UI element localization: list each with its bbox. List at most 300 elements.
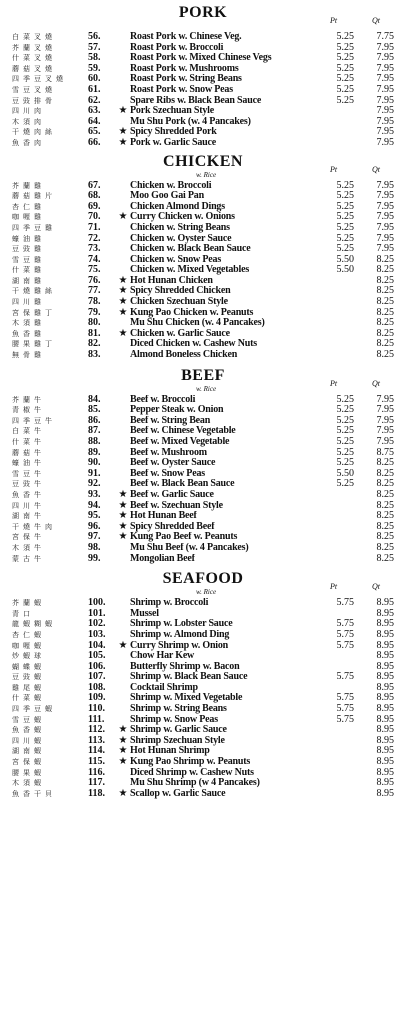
- item-number: 92.: [88, 478, 101, 490]
- star-icon: ★: [118, 274, 128, 286]
- chinese-dish-name: 四季豆蝦: [12, 705, 56, 714]
- chinese-dish-name: 青口: [12, 609, 34, 618]
- quart-price: 8.25: [376, 306, 394, 318]
- menu-item-row: [12, 265, 394, 276]
- dish-name: Roast Pork w. Mushrooms: [130, 63, 239, 74]
- dish-name: Spare Ribs w. Black Bean Sauce: [130, 95, 262, 106]
- dish-name: Almond Boneless Chicken: [130, 350, 238, 361]
- item-number: 65.: [88, 126, 101, 138]
- menu-item-row: [12, 127, 394, 138]
- pint-price: 5.75: [336, 618, 354, 630]
- section-pork: [12, 2, 394, 149]
- chinese-dish-name: 宮保蝦: [12, 758, 45, 767]
- quart-column-label: Qt: [372, 378, 380, 388]
- star-icon: ★: [118, 787, 128, 799]
- dish-name: Beef w. Chinese Vegetable: [130, 426, 236, 437]
- menu-item-row: [12, 117, 394, 128]
- menu-item-row: [12, 223, 394, 234]
- quart-price: 8.25: [376, 285, 394, 297]
- quart-price: 7.95: [376, 190, 394, 202]
- menu-item-row: [12, 736, 394, 747]
- dish-name: Shrimp w. Mixed Vegetable: [130, 693, 243, 704]
- menu-item-row: [12, 778, 394, 789]
- chinese-dish-name: 魚香雞: [12, 329, 45, 338]
- pint-price: 5.75: [336, 671, 354, 683]
- dish-name: Pork Szechuan Style: [130, 106, 214, 117]
- chinese-dish-name: 豆豉雞: [12, 245, 45, 254]
- item-number: 83.: [88, 349, 101, 361]
- dish-name: Kung Pao Beef w. Peanuts: [130, 532, 238, 543]
- item-number: 109.: [88, 692, 106, 704]
- chinese-dish-name: 蘑菇雞片: [12, 192, 56, 201]
- quart-price: 8.25: [376, 531, 394, 543]
- item-number: 103.: [88, 628, 106, 640]
- quart-price: 7.95: [376, 136, 394, 148]
- chinese-dish-name: 蘑菇叉燒: [12, 64, 56, 73]
- star-icon: ★: [118, 734, 128, 746]
- quart-price: 8.25: [376, 253, 394, 265]
- quart-price: 8.25: [376, 327, 394, 339]
- dish-name: Pork w. Garlic Sauce: [130, 137, 216, 148]
- item-number: 61.: [88, 83, 101, 95]
- chinese-dish-name: 杏仁雞: [12, 202, 45, 211]
- quart-price: 7.95: [376, 393, 394, 405]
- item-number: 98.: [88, 541, 101, 553]
- menu-item-row: [12, 746, 394, 757]
- dish-name: Spicy Shredded Pork: [130, 127, 217, 138]
- item-number: 100.: [88, 597, 106, 609]
- dish-name: Roast Pork w. Chinese Veg.: [130, 32, 242, 42]
- chinese-dish-name: 木須雞: [12, 319, 45, 328]
- item-number: 86.: [88, 414, 101, 426]
- chinese-dish-name: 雪豆雞: [12, 255, 45, 264]
- dish-name: Roast Pork w. Snow Peas: [130, 84, 233, 95]
- chinese-dish-name: 白菜叉燒: [12, 33, 56, 41]
- dish-name: Shrimp w. Black Bean Sauce: [130, 672, 248, 683]
- chinese-dish-name: 四川牛: [12, 501, 45, 510]
- menu-item-row: [12, 286, 394, 297]
- dish-name: Chicken w. Garlic Sauce: [130, 328, 230, 339]
- quart-price: 7.95: [376, 73, 394, 85]
- dish-name: Mu Shu Chicken (w. 4 Pancakes): [130, 318, 265, 329]
- star-icon: ★: [118, 126, 128, 138]
- dish-name: Chicken w. String Beans: [130, 222, 230, 233]
- menu-item-row: [12, 32, 394, 43]
- quart-price: 7.95: [376, 200, 394, 212]
- dish-name: Mongolian Beef: [130, 553, 195, 564]
- item-number: 68.: [88, 190, 101, 202]
- dish-name: Curry Shrimp w. Onion: [130, 640, 229, 651]
- item-number: 71.: [88, 221, 101, 233]
- item-number: 67.: [88, 179, 101, 191]
- star-icon: ★: [118, 639, 128, 651]
- pint-price: 5.25: [336, 446, 354, 458]
- item-number: 111.: [88, 713, 105, 725]
- quart-price: 7.75: [376, 31, 394, 42]
- dish-name: Spicy Shredded Beef: [130, 521, 215, 532]
- quart-price: 8.95: [376, 766, 394, 778]
- pint-price: 5.50: [336, 264, 354, 276]
- pint-price: 5.25: [336, 211, 354, 223]
- chinese-dish-name: 雪豆蝦: [12, 715, 45, 724]
- quart-price: 7.95: [376, 115, 394, 127]
- chinese-dish-name: 四川蝦: [12, 736, 45, 745]
- chinese-dish-name: 咖喱雞: [12, 213, 45, 222]
- dish-name: Mussel: [130, 608, 159, 619]
- item-number: 116.: [88, 766, 105, 778]
- item-list: [12, 181, 394, 361]
- menu-item-row: [12, 768, 394, 779]
- quart-price: 7.95: [376, 41, 394, 53]
- dish-name: Kung Pao Shrimp w. Peanuts: [130, 757, 251, 768]
- dish-name: Roast Pork w. Broccoli: [130, 42, 224, 53]
- chinese-dish-name: 雞尾蝦: [12, 683, 45, 692]
- menu-item-row: [12, 641, 394, 652]
- quart-price: 8.25: [376, 520, 394, 532]
- item-number: 104.: [88, 639, 106, 651]
- menu-item-row: [12, 339, 394, 350]
- pint-price: 5.75: [336, 703, 354, 715]
- chinese-dish-name: 魚香蝦: [12, 726, 45, 735]
- quart-price: 7.95: [376, 243, 394, 255]
- menu-item-row: [12, 318, 394, 329]
- pint-price: 5.25: [336, 31, 354, 42]
- menu-item-row: [12, 554, 394, 565]
- chinese-dish-name: 白菜牛: [12, 427, 45, 436]
- pint-price: 5.25: [336, 52, 354, 64]
- section-beef: [12, 365, 394, 565]
- menu-item-row: [12, 501, 394, 512]
- item-number: 76.: [88, 274, 101, 286]
- menu-item-row: [12, 757, 394, 768]
- item-number: 108.: [88, 681, 106, 693]
- dish-name: Diced Shrimp w. Cashew Nuts: [130, 767, 254, 778]
- chinese-dish-name: 宮保牛: [12, 533, 45, 542]
- chinese-dish-name: 什菜牛: [12, 438, 45, 446]
- star-icon: ★: [118, 296, 128, 308]
- chinese-dish-name: 芥蘭蝦: [12, 599, 45, 608]
- chinese-dish-name: 芥蘭叉燒: [12, 43, 56, 52]
- quart-price: 8.95: [376, 618, 394, 630]
- chinese-dish-name: 豆豉蝦: [12, 673, 45, 682]
- dish-name: Beef w. Mushroom: [130, 447, 207, 458]
- quart-price: 7.95: [376, 404, 394, 416]
- menu-item-row: [12, 276, 394, 287]
- item-number: 93.: [88, 488, 101, 500]
- star-icon: ★: [118, 745, 128, 757]
- chinese-dish-name: 干燒肉絲: [12, 128, 56, 137]
- pint-price: 5.50: [336, 253, 354, 265]
- dish-name: Kung Pao Chicken w. Peanuts: [130, 307, 254, 318]
- item-list: [12, 32, 394, 149]
- menu-item-row: [12, 789, 394, 800]
- menu-item-row: [12, 598, 394, 609]
- dish-name: Beef w. Snow Peas: [130, 468, 205, 479]
- quart-price: 8.95: [376, 692, 394, 704]
- dish-name: Mu Shu Pork (w. 4 Pancakes): [130, 116, 251, 127]
- item-number: 88.: [88, 436, 101, 447]
- item-number: 82.: [88, 338, 101, 350]
- item-number: 112.: [88, 724, 105, 736]
- quart-price: 8.95: [376, 787, 394, 799]
- chinese-dish-name: 魚香牛: [12, 490, 45, 499]
- menu-item-row: [12, 106, 394, 117]
- quart-price: 8.25: [376, 296, 394, 308]
- pint-price: 5.25: [336, 73, 354, 85]
- menu-item-row: [12, 479, 394, 490]
- chinese-dish-name: 四川肉: [12, 107, 45, 116]
- menu-item-row: [12, 715, 394, 726]
- menu-item-row: [12, 651, 394, 662]
- pint-price: 5.75: [336, 692, 354, 704]
- chinese-dish-name: 炒蝦球: [12, 652, 45, 661]
- chinese-dish-name: 湖南牛: [12, 512, 45, 521]
- item-number: 73.: [88, 243, 101, 255]
- item-number: 59.: [88, 62, 101, 74]
- quart-price: 8.95: [376, 724, 394, 736]
- menu-item-row: [12, 543, 394, 554]
- menu-item-row: [12, 437, 394, 448]
- quart-price: 8.25: [376, 338, 394, 350]
- quart-price: 8.95: [376, 703, 394, 715]
- pint-price: 5.25: [336, 41, 354, 53]
- quart-price: 7.95: [376, 425, 394, 437]
- pint-column-label: Pt: [330, 378, 338, 388]
- menu-item-row: [12, 630, 394, 641]
- quart-price: 7.95: [376, 221, 394, 233]
- item-number: 58.: [88, 52, 101, 64]
- dish-name: Scallop w. Garlic Sauce: [130, 788, 226, 799]
- pint-price: 5.25: [336, 436, 354, 447]
- item-number: 117.: [88, 777, 105, 789]
- item-number: 97.: [88, 531, 101, 543]
- item-number: 99.: [88, 552, 101, 564]
- quart-price: 8.25: [376, 488, 394, 500]
- pint-price: 5.25: [336, 200, 354, 212]
- item-number: 95.: [88, 510, 101, 522]
- section-title: BEEF: [181, 366, 225, 384]
- item-list: [12, 598, 394, 799]
- menu-item-row: [12, 96, 394, 107]
- pint-price: 5.25: [336, 62, 354, 74]
- item-number: 113.: [88, 734, 105, 746]
- quart-price: 8.25: [376, 478, 394, 490]
- pint-price: 5.25: [336, 221, 354, 233]
- pint-price: 5.25: [336, 393, 354, 405]
- pint-price: 5.25: [336, 243, 354, 255]
- pint-price: 5.25: [336, 190, 354, 202]
- item-number: 79.: [88, 306, 101, 318]
- dish-name: Pepper Steak w. Onion: [130, 405, 224, 416]
- menu-item-row: [12, 85, 394, 96]
- dish-name: Moo Goo Gai Pan: [130, 191, 204, 202]
- item-number: 90.: [88, 457, 101, 469]
- chinese-dish-name: 蠔油牛: [12, 459, 45, 468]
- chinese-dish-name: 豆豉排骨: [12, 96, 56, 105]
- dish-name: Chicken Almond Dings: [130, 201, 225, 212]
- quart-price: 8.25: [376, 541, 394, 553]
- dish-name: Beef w. Garlic Sauce: [130, 489, 214, 500]
- quart-column-label: Qt: [372, 582, 380, 592]
- chinese-dish-name: 蒙古牛: [12, 554, 45, 563]
- quart-price: 8.25: [376, 552, 394, 564]
- dish-name: Chicken w. Snow Peas: [130, 254, 222, 265]
- dish-name: Chicken w. Mixed Vegetables: [130, 265, 250, 276]
- chinese-dish-name: 什菜叉燒: [12, 54, 56, 63]
- quart-price: 7.95: [376, 126, 394, 138]
- menu-item-row: [12, 350, 394, 361]
- dish-name: Roast Pork w. String Beans: [130, 74, 242, 85]
- quart-price: 7.95: [376, 83, 394, 95]
- chinese-dish-name: 四川雞: [12, 298, 45, 307]
- chinese-dish-name: 腰果雞丁: [12, 340, 56, 349]
- menu-item-row: [12, 297, 394, 308]
- quart-price: 8.25: [376, 274, 394, 286]
- chinese-dish-name: 什菜蝦: [12, 694, 45, 703]
- dish-name: Chicken Szechuan Style: [130, 297, 228, 308]
- section-header: [12, 568, 394, 598]
- chinese-dish-name: 蘑菇牛: [12, 448, 45, 457]
- item-number: 105.: [88, 650, 106, 662]
- star-icon: ★: [118, 211, 128, 223]
- pint-price: 5.75: [336, 639, 354, 651]
- quart-price: 8.95: [376, 681, 394, 693]
- dish-name: Beef w. String Bean: [130, 415, 211, 426]
- quart-price: 7.95: [376, 179, 394, 191]
- with-rice-note: w. Rice: [196, 384, 217, 393]
- section-title: SEAFOOD: [162, 570, 244, 588]
- pint-price: 5.25: [336, 83, 354, 95]
- chinese-dish-name: 湖南雞: [12, 276, 45, 285]
- item-number: 96.: [88, 520, 101, 532]
- chinese-dish-name: 魚香干貝: [12, 789, 56, 798]
- quart-price: 8.25: [376, 457, 394, 469]
- item-number: 64.: [88, 115, 101, 127]
- pint-column-label: Pt: [330, 582, 338, 592]
- chinese-dish-name: 龍蝦糊蝦: [12, 620, 56, 629]
- item-number: 60.: [88, 73, 101, 85]
- menu-item-row: [12, 490, 394, 501]
- dish-name: Roast Pork w. Mixed Chinese Vegs: [130, 53, 272, 64]
- item-number: 106.: [88, 660, 106, 672]
- with-rice-note: w. Rice: [196, 588, 217, 597]
- dish-name: Chow Har Kew: [130, 651, 195, 662]
- item-number: 57.: [88, 41, 101, 53]
- star-icon: ★: [118, 499, 128, 511]
- quart-price: 8.95: [376, 713, 394, 725]
- item-number: 81.: [88, 327, 101, 339]
- chinese-dish-name: 青椒牛: [12, 406, 45, 415]
- section-header: [12, 365, 394, 395]
- item-number: 101.: [88, 607, 106, 619]
- dish-name: Beef w. Oyster Sauce: [130, 458, 216, 469]
- quart-price: 8.75: [376, 446, 394, 458]
- item-number: 115.: [88, 756, 105, 768]
- item-number: 85.: [88, 404, 101, 416]
- menu-item-row: [12, 532, 394, 543]
- pint-column-label: Pt: [330, 16, 338, 25]
- dish-name: Shrimp w. String Beans: [130, 704, 227, 715]
- pint-price: 5.25: [336, 478, 354, 490]
- dish-name: Cocktail Shrimp: [130, 682, 198, 693]
- section-title: CHICKEN: [163, 152, 243, 170]
- item-number: 110.: [88, 703, 105, 715]
- star-icon: ★: [118, 756, 128, 768]
- section-chicken: [12, 151, 394, 361]
- chinese-dish-name: 魚香肉: [12, 138, 45, 147]
- item-number: 89.: [88, 446, 101, 458]
- quart-price: 7.95: [376, 211, 394, 223]
- item-number: 74.: [88, 253, 101, 265]
- item-number: 84.: [88, 393, 101, 405]
- pint-price: 5.25: [336, 232, 354, 244]
- dish-name: Mu Shu Shrimp (w 4 Pancakes): [130, 778, 260, 789]
- chinese-dish-name: 雪豆牛: [12, 469, 45, 478]
- chinese-dish-name: 木須肉: [12, 117, 45, 126]
- with-rice-note: w. Rice: [196, 170, 217, 179]
- item-list: [12, 395, 394, 565]
- section-header: [12, 151, 394, 181]
- menu-item-row: [12, 308, 394, 319]
- chinese-dish-name: 芥蘭牛: [12, 395, 45, 404]
- dish-name: Chicken w. Black Bean Sauce: [130, 244, 251, 255]
- chinese-dish-name: 木須牛: [12, 543, 45, 552]
- chinese-dish-name: 湖南蝦: [12, 747, 45, 756]
- star-icon: ★: [118, 488, 128, 500]
- chinese-dish-name: 蠔油雞: [12, 234, 45, 243]
- chinese-dish-name: 蝴蝶蝦: [12, 662, 45, 671]
- pint-price: 5.25: [336, 404, 354, 416]
- quart-price: 8.95: [376, 650, 394, 662]
- item-number: 87.: [88, 425, 101, 437]
- quart-price: 8.95: [376, 639, 394, 651]
- section-title: PORK: [178, 4, 228, 21]
- menu-item-row: [12, 329, 394, 340]
- pint-price: 5.25: [336, 179, 354, 191]
- dish-name: Mu Shu Beef (w. 4 Pancakes): [130, 542, 249, 553]
- quart-price: 7.95: [376, 62, 394, 74]
- item-number: 62.: [88, 94, 101, 106]
- chinese-dish-name: 四季豆雞: [12, 223, 56, 232]
- pint-price: 5.75: [336, 628, 354, 640]
- menu-item-row: [12, 511, 394, 522]
- dish-name: Shrimp Szechuan Style: [130, 735, 225, 746]
- quart-price: 8.95: [376, 745, 394, 757]
- quart-price: 8.95: [376, 777, 394, 789]
- chinese-dish-name: 杏仁蝦: [12, 630, 45, 639]
- star-icon: ★: [118, 285, 128, 297]
- dish-name: Chicken w. Broccoli: [130, 180, 212, 191]
- dish-name: Hot Hunan Shrimp: [130, 746, 210, 757]
- dish-name: Butterfly Shrimp w. Bacon: [130, 661, 240, 672]
- dish-name: Beef w. Mixed Vegetable: [130, 437, 230, 447]
- menu-item-row: [12, 725, 394, 736]
- star-icon: ★: [118, 306, 128, 318]
- quart-price: 8.95: [376, 756, 394, 768]
- pint-price: 5.25: [336, 414, 354, 426]
- quart-price: 8.95: [376, 671, 394, 683]
- chinese-dish-name: 四季豆叉燒: [12, 75, 67, 84]
- dish-name: Curry Chicken w. Onions: [130, 212, 235, 223]
- star-icon: ★: [118, 105, 128, 117]
- quart-price: 8.95: [376, 628, 394, 640]
- item-number: 75.: [88, 264, 101, 276]
- quart-price: 7.95: [376, 436, 394, 447]
- quart-column-label: Qt: [372, 164, 380, 174]
- quart-price: 8.95: [376, 597, 394, 609]
- dish-name: Spicy Shredded Chicken: [130, 286, 231, 297]
- chinese-dish-name: 豆豉牛: [12, 480, 45, 489]
